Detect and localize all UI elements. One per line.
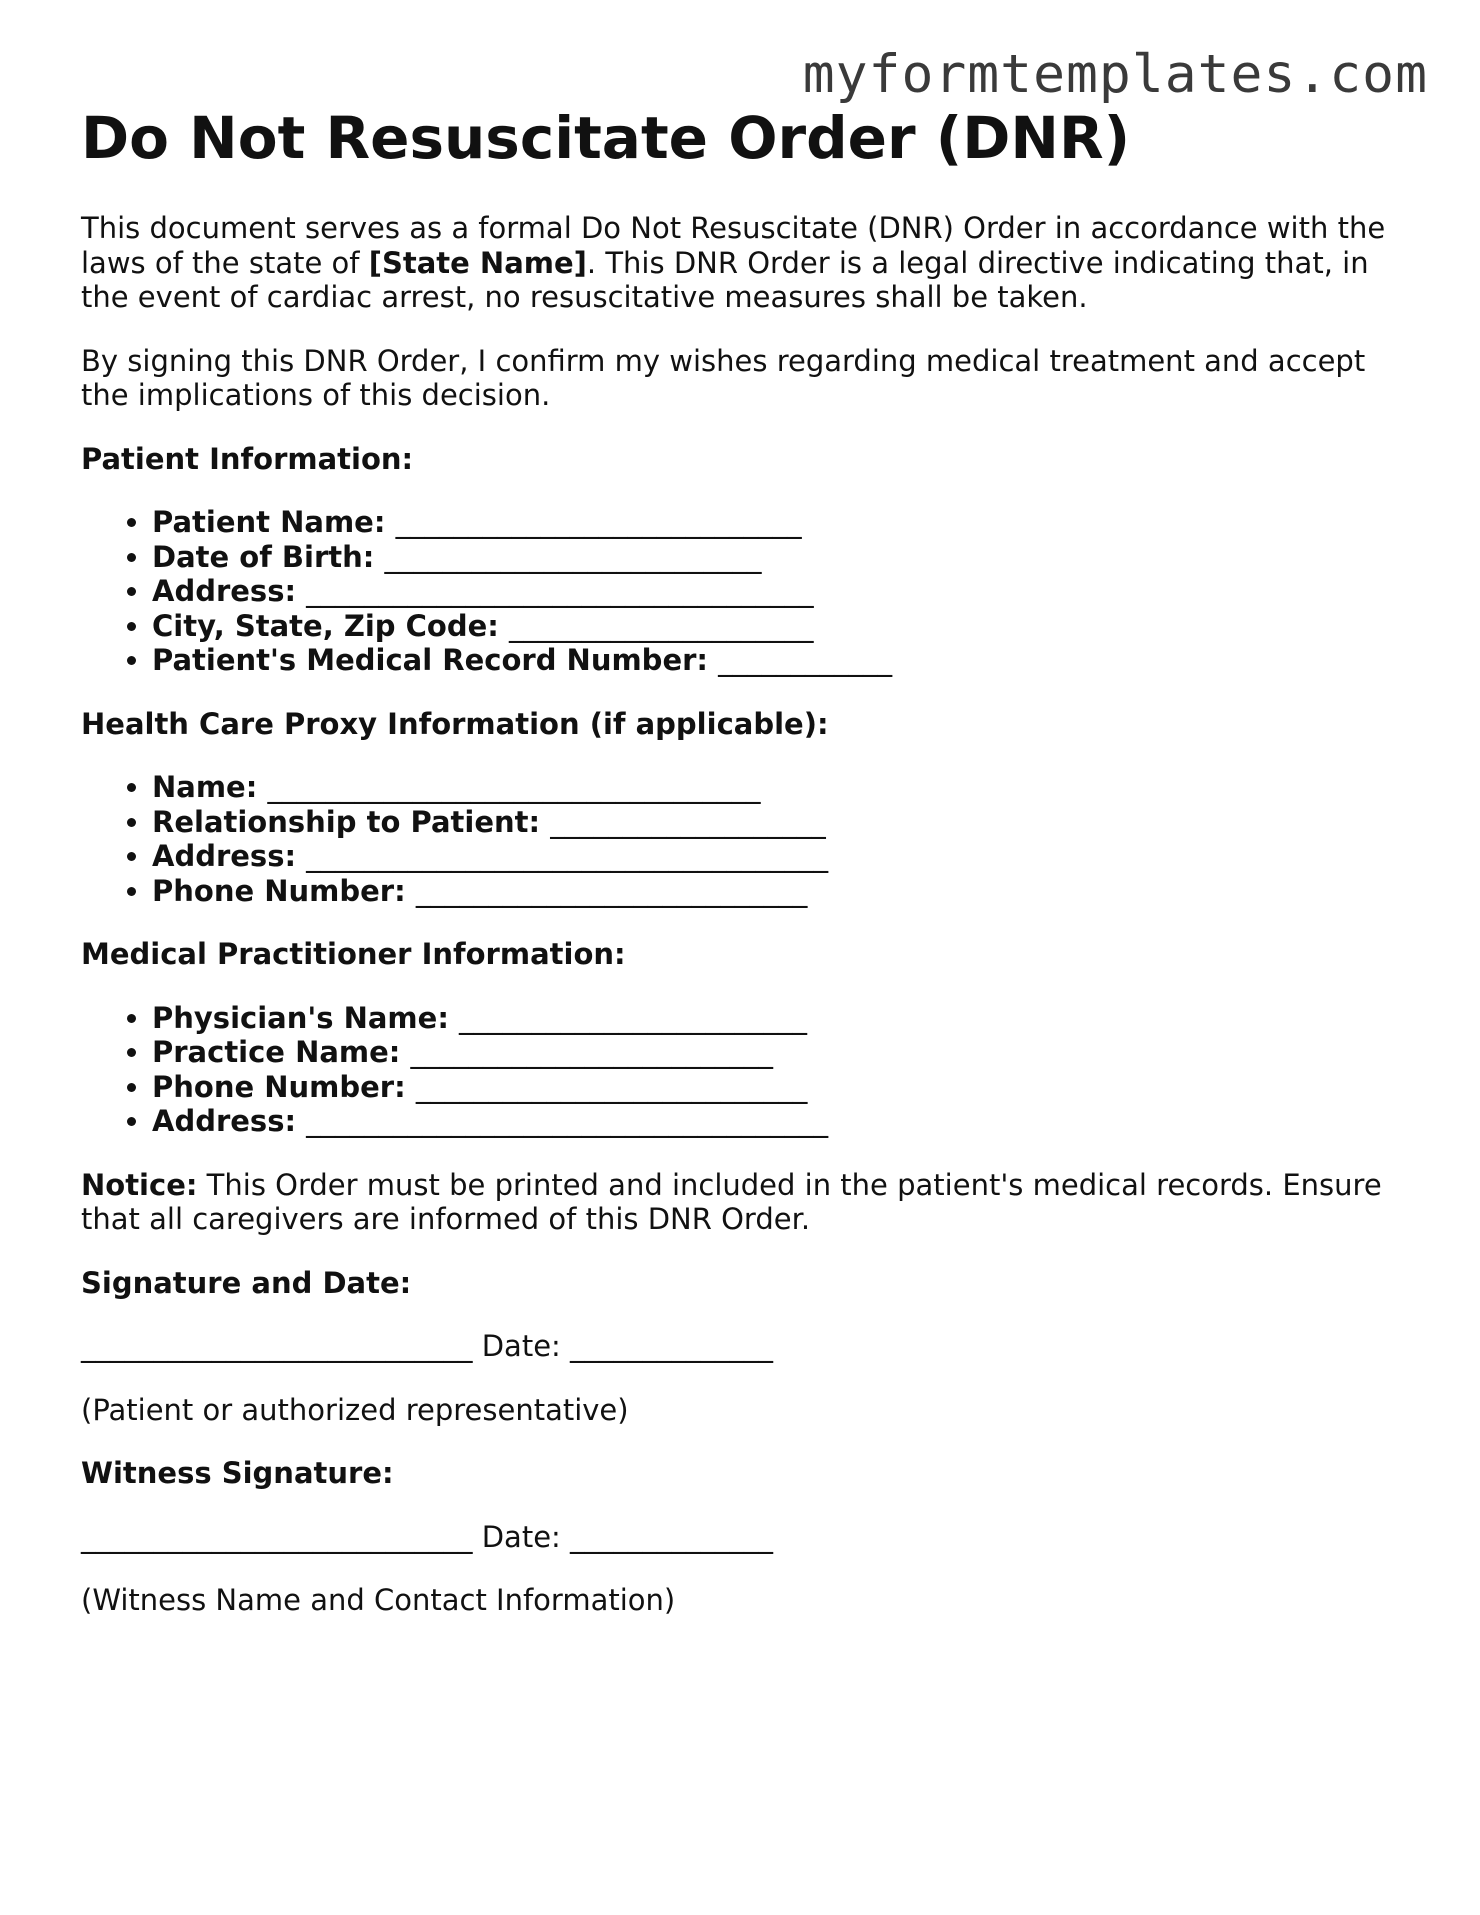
witness-date-field[interactable]: ______________ [570, 1519, 774, 1554]
field-label: Address: [152, 839, 297, 873]
date-of-birth-field[interactable]: __________________________ [384, 539, 762, 574]
list-item [152, 1070, 1411, 1105]
witness-signature-row [81, 1520, 1411, 1555]
witness-signature-field[interactable]: ___________________________ [81, 1519, 473, 1554]
field-label: Address: [152, 1104, 297, 1138]
signature-caption: (Patient or authorized representative) [81, 1392, 629, 1427]
proxy-phone-field[interactable]: ___________________________ [415, 873, 808, 908]
field-label: Address: [152, 574, 297, 608]
list-item [152, 643, 1411, 678]
list-item [152, 805, 1411, 840]
field-label: Phone Number: [152, 873, 406, 908]
list-item [152, 1104, 1411, 1139]
list-item [152, 1035, 1411, 1070]
notice-label: Notice: [81, 1167, 198, 1202]
signature-row [81, 1329, 1411, 1364]
site-watermark: myformtemplates.com [802, 44, 1428, 105]
field-label: Date of Birth: [152, 539, 375, 574]
patient-info-heading: Patient Information: [81, 441, 414, 476]
list-item [152, 770, 1411, 805]
practice-name-field[interactable]: _________________________ [410, 1035, 774, 1069]
state-name-placeholder: [State Name] [368, 245, 587, 280]
list-item [152, 839, 1411, 874]
notice-text: This Order must be printed and included in the patient's medical records. Ensure that all caregivers are informed of this DNR Order. [81, 1167, 1382, 1236]
practitioner-address-field[interactable]: ____________________________________ [306, 1104, 829, 1138]
list-item [152, 505, 1411, 540]
proxy-relationship-field[interactable]: ___________________ [550, 804, 826, 839]
list-item [152, 1001, 1411, 1036]
witness-caption: (Witness Name and Contact Information) [81, 1583, 676, 1617]
patient-name-field[interactable]: ____________________________ [395, 505, 802, 539]
proxy-info-list [81, 770, 1411, 908]
field-label: Practice Name: [152, 1035, 401, 1069]
city-state-zip-field[interactable]: _____________________ [508, 608, 814, 643]
practitioner-phone-field[interactable]: ___________________________ [415, 1069, 808, 1104]
list-item [152, 540, 1411, 575]
list-item [152, 874, 1411, 909]
list-item [152, 574, 1411, 609]
patient-signature-field[interactable]: ___________________________ [81, 1329, 473, 1363]
witness-heading: Witness Signature: [81, 1456, 394, 1490]
medical-record-number-field[interactable]: ____________ [718, 643, 893, 677]
field-label: Name: [152, 770, 258, 804]
field-label: City, State, Zip Code: [152, 608, 499, 643]
field-label: Patient's Medical Record Number: [152, 643, 709, 677]
field-label: Patient Name: [152, 505, 386, 539]
document-body [81, 211, 1411, 1647]
practitioner-info-heading: Medical Practitioner Information: [81, 937, 626, 971]
patient-address-field[interactable]: ___________________________________ [306, 574, 814, 608]
signature-heading: Signature and Date: [81, 1265, 412, 1300]
page-title: Do Not Resuscitate Order (DNR) [81, 104, 1131, 172]
notice-paragraph [81, 1168, 1411, 1237]
date-label: Date: [472, 1329, 571, 1363]
intro-paragraph [81, 211, 1411, 315]
consent-paragraph: By signing this DNR Order, I confirm my wishes regarding medical treatment and accept the implications of this decision. [81, 343, 1366, 412]
proxy-address-field[interactable]: ____________________________________ [306, 839, 829, 873]
intro-text-1: This document serves as a formal Do Not Resuscitate (DNR) Order in accordance with the laws of the state of [81, 211, 1386, 280]
intro-text-2: . This DNR Order is a legal directive indicating that, in the event of cardiac arrest, no resuscitative measures shall be taken. [81, 245, 1369, 314]
proxy-info-heading: Health Care Proxy Information (if applicable): [81, 706, 829, 741]
field-label: Phone Number: [152, 1069, 406, 1104]
date-label: Date: [472, 1519, 571, 1554]
signature-date-field[interactable]: ______________ [570, 1329, 774, 1363]
list-item [152, 609, 1411, 644]
field-label: Physician's Name: [152, 1000, 449, 1035]
patient-info-list [81, 505, 1411, 678]
physician-name-field[interactable]: ________________________ [459, 1000, 808, 1035]
proxy-name-field[interactable]: __________________________________ [267, 770, 761, 804]
field-label: Relationship to Patient: [152, 804, 541, 839]
practitioner-info-list [81, 1001, 1411, 1139]
